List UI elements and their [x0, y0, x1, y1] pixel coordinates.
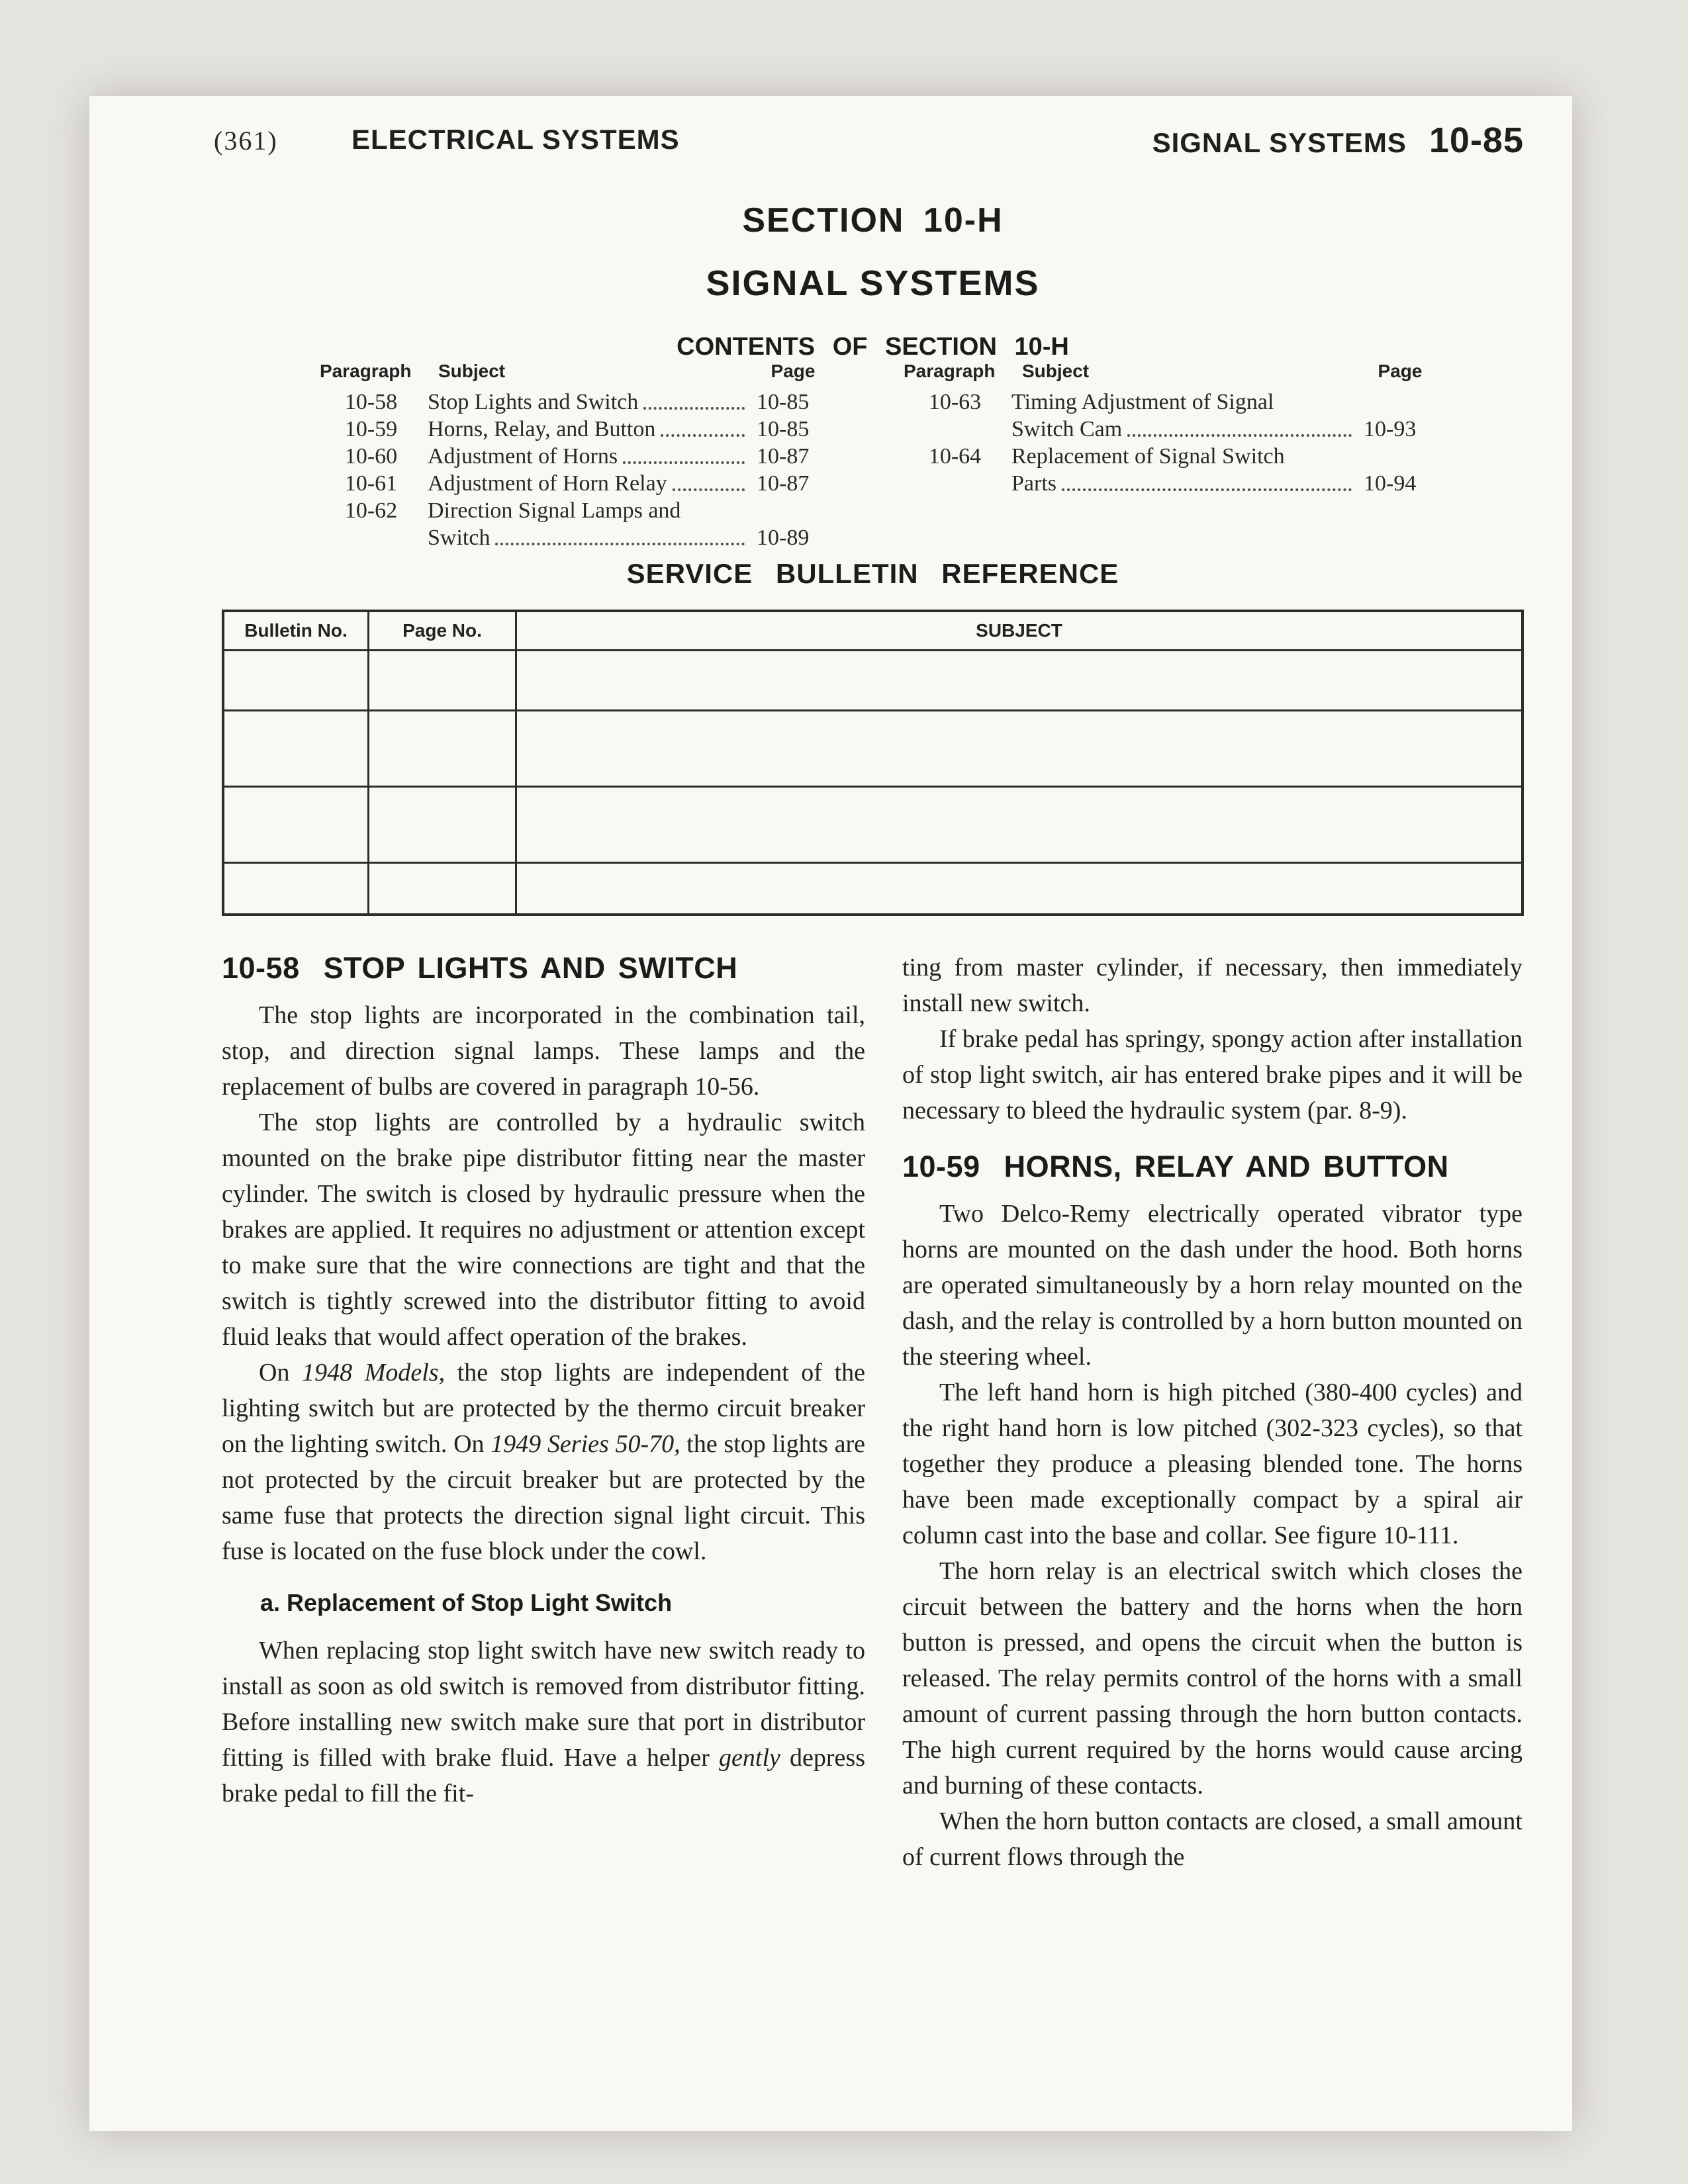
toc-page-number: 10-85: [757, 390, 810, 414]
header-title-right: [1152, 120, 1524, 161]
toc-entry: [904, 388, 1436, 416]
toc-page-number: 10-94: [1364, 471, 1417, 496]
toc-subject: Horns, Relay, and Button: [428, 417, 656, 441]
header-section-name: SIGNAL SYSTEMS: [1152, 127, 1407, 158]
toc-header-subject: Subject: [1022, 361, 1090, 381]
toc-page-number: 10-93: [1364, 417, 1417, 441]
toc-column-headers: [904, 361, 1436, 382]
toc-paragraph-number: 10-63: [928, 390, 982, 414]
table-empty-row: [224, 649, 1521, 709]
page-header: [89, 120, 1572, 166]
article-heading-10-59: [902, 1148, 1523, 1185]
dot-leader: [673, 488, 745, 491]
toc-subject: Switch: [428, 525, 491, 550]
dot-leader: [661, 434, 745, 437]
table-empty-cell: [517, 864, 1521, 913]
article-heading-title: STOP LIGHTS AND SWITCH: [323, 951, 738, 985]
toc-entry: [320, 416, 829, 443]
table-empty-cell: [369, 711, 517, 786]
toc-subject: Timing Adjustment of Signal: [1011, 390, 1274, 414]
toc-page-number: 10-89: [757, 525, 810, 550]
table-header-row: [224, 612, 1521, 649]
paragraph: The stop lights are controlled by a hydraulic switch mounted on the brake pipe distributor fitting near the master cylinder. The switch is closed by hydraulic pressure when the brakes are applied. It requires no adjustment or attention except to make sure that the wire connections are tight and that the switch is tightly screwed into the distributor fitting to avoid fluid leaks that would affect operation of the brakes.: [222, 1109, 865, 1351]
service-bulletin-table: [222, 610, 1524, 916]
toc-header-page: Page: [771, 361, 816, 381]
toc-entry: [320, 443, 829, 470]
toc-subject: Parts: [1011, 471, 1056, 496]
table-empty-row: [224, 862, 1521, 913]
dot-leader: [1062, 488, 1352, 491]
table-empty-cell: [369, 788, 517, 862]
section-title-block: [222, 201, 1524, 361]
toc-paragraph-number: 10-62: [344, 498, 398, 523]
article-heading-10-58: [222, 950, 865, 987]
table-empty-cell: [369, 651, 517, 709]
paragraph: When replacing stop light switch have new switch ready to install as soon as old switch is removed from distributor fitting. Before installing new switch make sure that port in distributor fitting is filled with brake fluid. Have a helper gently depress brake pedal to fill the fit-: [222, 1637, 865, 1807]
toc-column-headers: [320, 361, 829, 382]
paper-sheet: [89, 96, 1572, 2131]
paragraph: When the horn button contacts are closed, a small amount of current flows through the: [902, 1807, 1523, 1871]
toc-paragraph-number: 10-59: [344, 417, 398, 441]
dot-leader: [643, 407, 745, 410]
toc-paragraph-number: 10-64: [928, 444, 982, 469]
body-column-right: [902, 950, 1523, 1875]
table-header-page-no: Page No.: [369, 612, 517, 649]
toc-subject: Switch Cam: [1011, 417, 1123, 441]
toc-header-paragraph: Paragraph: [904, 361, 996, 381]
paragraph-continuation: ting from master cylinder, if necessary, then immediately install new switch.: [902, 954, 1523, 1017]
subheading-replacement-stop-light-switch: a. Replacement of Stop Light Switch: [260, 1589, 673, 1616]
table-header-subject: SUBJECT: [976, 620, 1062, 641]
toc-paragraph-number: 10-61: [344, 471, 398, 496]
table-empty-cell: [224, 711, 369, 786]
article-heading-number: 10-59: [902, 1150, 980, 1183]
toc-header-page: Page: [1378, 361, 1423, 381]
toc-page-number: 10-87: [757, 471, 810, 496]
paragraph: The horn relay is an electrical switch which closes the circuit between the battery and the horns when the horn button is pressed, and opens the circuit when the button is released. The relay permits control of the horns with a small amount of current passing through the horn button contacts. The high current required by the horns would cause arcing and burning of these contacts.: [902, 1557, 1523, 1799]
table-empty-row: [224, 786, 1521, 862]
dot-leader: [495, 543, 745, 545]
section-subtitle: SIGNAL SYSTEMS: [706, 263, 1040, 303]
paragraph: If brake pedal has springy, spongy action after installation of stop light switch, air has entered brake pipes and it will be necessary to bleed the hydraulic system (par. 8-9).: [902, 1025, 1523, 1124]
toc-entry-continuation: [320, 524, 829, 551]
table-empty-cell: [224, 788, 369, 862]
article-heading-title: HORNS, RELAY AND BUTTON: [1004, 1150, 1449, 1183]
toc-entry: [320, 388, 829, 416]
service-bulletin-heading: SERVICE BULLETIN REFERENCE: [626, 558, 1119, 589]
toc-entry: [904, 443, 1436, 470]
paragraph: On 1948 Models, the stop lights are independent of the lighting switch but are protected by the thermo circuit breaker on the lighting switch. On 1949 Series 50-70, the stop lights are not protected by the circuit breaker but are protected by the same fuse that protects the direction signal light circuit. This fuse is located on the fuse block under the cowl.: [222, 1359, 865, 1565]
paragraph: The left hand horn is high pitched (380-400 cycles) and the right hand horn is low pitched (302-323 cycles), so that together they produce a pleasing blended tone. The horns have been made exceptionally compact by a spiral air column cast into the base and collar. See figure 10-111.: [902, 1379, 1523, 1549]
toc-subject: Direction Signal Lamps and: [428, 498, 681, 523]
body-column-left: [222, 950, 865, 1811]
table-empty-cell: [224, 651, 369, 709]
toc-subject: Adjustment of Horn Relay: [428, 471, 667, 496]
toc-header-subject: Subject: [438, 361, 506, 381]
table-header-bulletin-no: Bulletin No.: [224, 612, 369, 649]
table-empty-cell: [224, 864, 369, 913]
paragraph: Two Delco-Remy electrically operated vibrator type horns are mounted on the dash under the hood. Both horns are operated simultaneously by a horn relay mounted on the dash, and the relay is controlled by a horn button mounted on the steering wheel.: [902, 1200, 1523, 1371]
toc-entry: [320, 497, 829, 524]
toc-subject: Stop Lights and Switch: [428, 390, 639, 414]
header-title-left: ELECTRICAL SYSTEMS: [352, 124, 680, 155]
toc-entry-continuation: [904, 470, 1436, 497]
table-empty-row: [224, 709, 1521, 786]
table-empty-cell: [517, 651, 1521, 709]
paragraph: The stop lights are incorporated in the combination tail, stop, and direction signal lamps. These lamps and the replacement of bulbs are covered in paragraph 10-56.: [222, 1001, 865, 1101]
contents-left-column: [320, 361, 829, 551]
header-page-number: 10-85: [1429, 120, 1524, 160]
toc-subject: Replacement of Signal Switch: [1011, 444, 1285, 469]
contents-right-column: [904, 361, 1436, 497]
toc-subject: Adjustment of Horns: [428, 444, 618, 469]
article-heading-number: 10-58: [222, 951, 300, 985]
toc-header-paragraph: Paragraph: [320, 361, 412, 381]
table-empty-cell: [369, 864, 517, 913]
table-empty-cell: [517, 711, 1521, 786]
toc-paragraph-number: 10-58: [344, 390, 398, 414]
toc-page-number: 10-87: [757, 444, 810, 469]
folio-number: (361): [214, 126, 278, 156]
table-empty-cell: [517, 788, 1521, 862]
dot-leader: [1127, 434, 1352, 437]
toc-paragraph-number: 10-60: [344, 444, 398, 469]
section-title: SECTION 10-H: [742, 201, 1004, 240]
dot-leader: [623, 461, 745, 464]
toc-page-number: 10-85: [757, 417, 810, 441]
toc-entry: [320, 470, 829, 497]
contents-heading: CONTENTS OF SECTION 10-H: [677, 333, 1069, 361]
toc-entry-continuation: [904, 416, 1436, 443]
